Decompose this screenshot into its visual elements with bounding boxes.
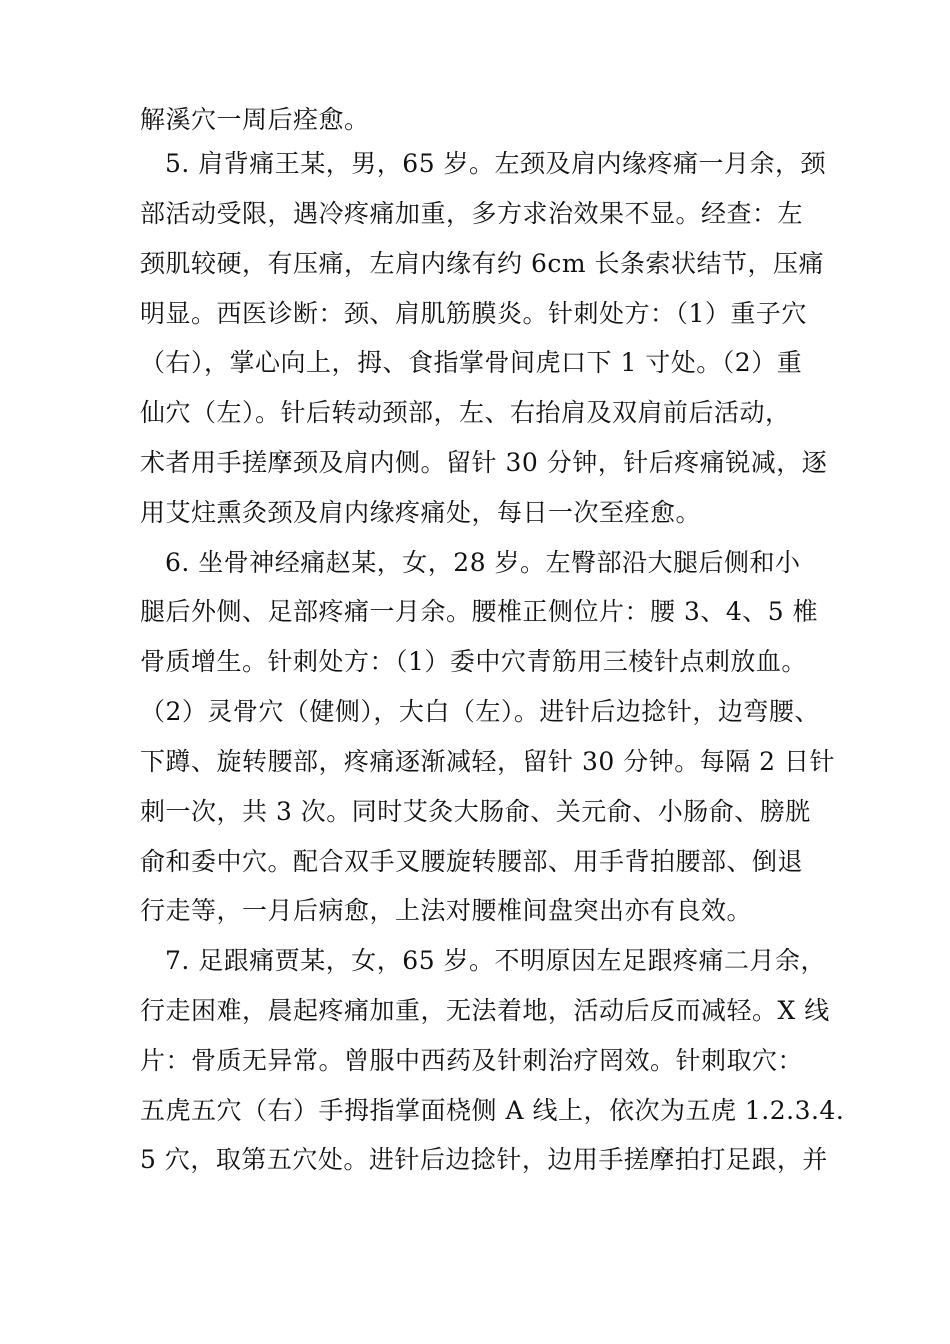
- text-line: 仙穴（左）。针后转动颈部，左、右抬肩及双肩前后活动，: [140, 398, 791, 427]
- text-line: 术者用手搓摩颈及肩内侧。留针 30 分钟，针后疼痛锐减，逐: [140, 448, 828, 477]
- text-line: （2）灵骨穴（健侧），大白（左）。进针后边捻针，边弯腰、: [140, 697, 820, 726]
- text-line: 用艾炷熏灸颈及肩内缘疼痛处，每日一次至痊愈。: [140, 498, 702, 527]
- text-line: 五虎五穴（右）手拇指掌面桡侧 A 线上，依次为五虎 1.2.3.4.: [140, 1096, 845, 1125]
- text-line: 明显。西医诊断：颈、肩肌筋膜炎。针刺处方：（1）重子穴: [140, 299, 807, 328]
- text-line: 行走困难，晨起疼痛加重，无法着地，活动后反而减轻。X 线: [140, 996, 830, 1025]
- text-line: 俞和委中穴。配合双手叉腰旋转腰部、用手背拍腰部、倒退: [140, 847, 804, 876]
- text-line: 下蹲、旋转腰部，疼痛逐渐减轻，留针 30 分钟。每隔 2 日针: [140, 747, 836, 776]
- text-line: 行走等，一月后病愈，上法对腰椎间盘突出亦有良效。: [140, 896, 753, 925]
- text-line: 6. 坐骨神经痛赵某，女，28 岁。左臀部沿大腿后侧和小: [165, 548, 801, 577]
- text-line: 5. 肩背痛王某，男，65 岁。左颈及肩内缘疼痛一月余，颈: [165, 149, 827, 178]
- text-line: 解溪穴一周后痊愈。: [140, 105, 370, 134]
- text-line: 腿后外侧、足部疼痛一月余。腰椎正侧位片：腰 3、4、5 椎: [140, 597, 819, 626]
- text-line: 片：骨质无异常。曾服中西药及针刺治疗罔效。针刺取穴：: [140, 1046, 804, 1075]
- text-line: 刺一次，共 3 次。同时艾灸大肠俞、关元俞、小肠俞、膀胱: [140, 797, 811, 826]
- text-line: 骨质增生。针刺处方：（1）委中穴青筋用三棱针点刺放血。: [140, 647, 807, 676]
- text-line: 5 穴，取第五穴处。进针后边捻针，边用手搓摩拍打足跟，并: [140, 1145, 828, 1174]
- text-line: 7. 足跟痛贾某，女，65 岁。不明原因左足跟疼痛二月余，: [165, 946, 827, 975]
- text-line: 部活动受限，遇冷疼痛加重，多方求治效果不显。经查：左: [140, 199, 804, 228]
- text-line: 颈肌较硬，有压痛，左肩内缘有约 6cm 长条索状结节，压痛: [140, 249, 825, 278]
- text-line: （右），掌心向上，拇、食指掌骨间虎口下 1 寸处。（2）重: [140, 348, 803, 377]
